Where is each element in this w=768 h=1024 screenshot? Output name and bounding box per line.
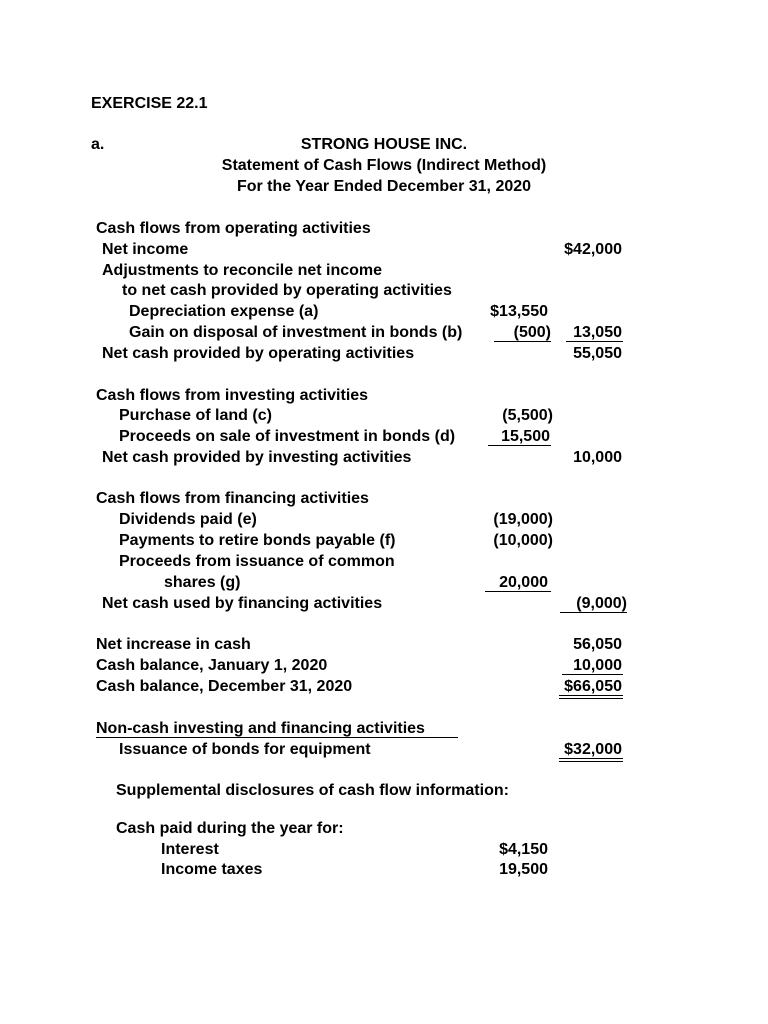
bonds-for-equipment-label: Issuance of bonds for equipment — [119, 741, 371, 758]
share-proceeds-label-line1: Proceeds from issuance of common — [119, 553, 395, 570]
share-proceeds-label-line2: shares (g) — [164, 574, 241, 591]
income-taxes-label: Income taxes — [161, 861, 263, 878]
end-balance-value: $66,050 — [564, 678, 622, 695]
exercise-title: EXERCISE 22.1 — [91, 95, 208, 112]
statement-period: For the Year Ended December 31, 2020 — [236, 178, 532, 195]
depreciation-value: $13,550 — [490, 303, 548, 320]
adjust-total-value: 13,050 — [573, 324, 622, 341]
statement-name: Statement of Cash Flows (Indirect Method) — [221, 157, 547, 174]
income-taxes-value: 19,500 — [499, 861, 548, 878]
noncash-heading-underline — [96, 737, 458, 738]
part-label: a. — [91, 136, 105, 153]
supplemental-heading: Supplemental disclosures of cash flow information: — [116, 782, 509, 799]
bond-retire-value: (10,000) — [493, 532, 553, 549]
net-increase-value: 56,050 — [573, 636, 622, 653]
operating-net-value: 55,050 — [573, 345, 622, 362]
investing-heading: Cash flows from investing activities — [96, 387, 369, 404]
adjustments-label-line1: Adjustments to reconcile net income — [102, 262, 383, 279]
dividends-value: (19,000) — [493, 511, 553, 528]
financing-net-label: Net cash used by financing activities — [102, 595, 383, 612]
noncash-heading: Non-cash investing and financing activities — [96, 720, 425, 737]
land-value: (5,500) — [502, 407, 553, 424]
cash-paid-label: Cash paid during the year for: — [116, 820, 344, 837]
adjustments-label-line2: to net cash provided by operating activities — [122, 282, 452, 299]
begin-balance-label: Cash balance, January 1, 2020 — [96, 657, 328, 674]
company-name: STRONG HOUSE INC. — [300, 136, 468, 153]
end-balance-underline-2 — [559, 698, 623, 699]
net-income-value: $42,000 — [564, 241, 622, 258]
begin-balance-value: 10,000 — [573, 657, 622, 674]
operating-heading: Cash flows from operating activities — [96, 220, 371, 237]
investing-net-value: 10,000 — [573, 449, 622, 466]
gain-value: (500) — [513, 324, 551, 341]
end-balance-label: Cash balance, December 31, 2020 — [96, 678, 353, 695]
financing-heading: Cash flows from financing activities — [96, 490, 369, 507]
gain-label: Gain on disposal of investment in bonds (b) — [129, 324, 463, 341]
bonds-for-equipment-value: $32,000 — [564, 741, 622, 758]
bonds-for-equipment-underline-2 — [559, 761, 623, 762]
bond-proceeds-label: Proceeds on sale of investment in bonds (d) — [119, 428, 456, 445]
share-proceeds-value: 20,000 — [499, 574, 548, 591]
depreciation-label: Depreciation expense (a) — [129, 303, 319, 320]
interest-label: Interest — [161, 841, 219, 858]
land-label: Purchase of land (c) — [119, 407, 272, 424]
interest-value: $4,150 — [499, 841, 548, 858]
dividends-label: Dividends paid (e) — [119, 511, 257, 528]
net-income-label: Net income — [102, 241, 189, 258]
financing-net-value: (9,000) — [576, 595, 627, 612]
investing-net-label: Net cash provided by investing activities — [102, 449, 412, 466]
operating-net-label: Net cash provided by operating activities — [102, 345, 415, 362]
bond-retire-label: Payments to retire bonds payable (f) — [119, 532, 396, 549]
net-increase-label: Net increase in cash — [96, 636, 251, 653]
bond-proceeds-value: 15,500 — [501, 428, 550, 445]
